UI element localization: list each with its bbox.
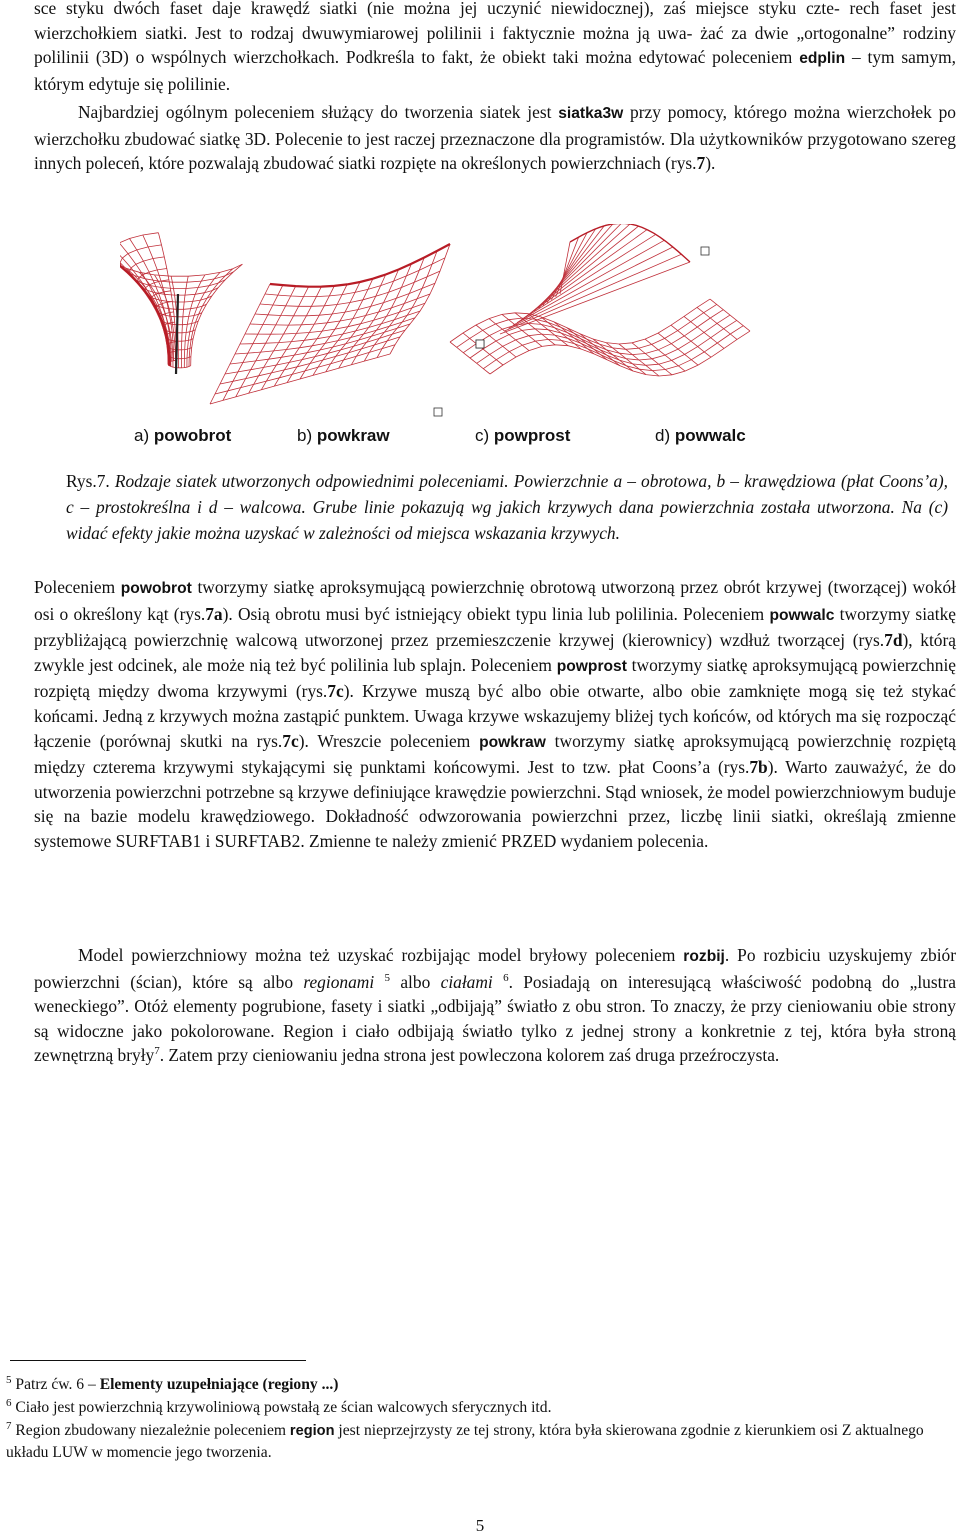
- figure-ref: 7c: [282, 730, 299, 751]
- figure-ref: 7a: [205, 603, 223, 624]
- mesh-line: [270, 244, 450, 287]
- mesh-line: [249, 287, 309, 394]
- mesh-line: [120, 253, 168, 364]
- command-edplin: edplin: [799, 50, 846, 68]
- figure-ref: 7b: [749, 757, 768, 778]
- mesh-line: [504, 254, 681, 331]
- main-text: Poleceniem: [34, 577, 121, 597]
- top-line-1: sce styku dwóch faset daje krawędź siatki (nie można jej uczynić niewidocznej), zaś miejsce styku czte-: [34, 0, 840, 18]
- footnote-number: 7: [6, 1419, 12, 1432]
- mesh-line: [265, 258, 445, 297]
- footnote-ref-6[interactable]: 6: [503, 971, 509, 984]
- command-powkraw: powkraw: [479, 733, 546, 751]
- main-text: ). Warto zauważyć, że do utworzenia powierzchni potrzebne są krzywe definiujące krawędzie powierzchni. Stąd wniosek, że model powierzchniowym buduje się na bazie modelu krawędziowego. Dokładność odwzorowania powierzchni przez, liczbę linii siatki, określają zmienne systemowe SURFTAB1 i SURFTAB2. Zmienne te należy zmienić PRZED wydaniem polecenia.: [34, 757, 956, 851]
- grip-marker: [476, 340, 484, 348]
- footnote-ref-5[interactable]: 5: [384, 971, 391, 984]
- command-siatka3w: siatka3w: [558, 105, 624, 122]
- ruling-curve: [570, 224, 690, 262]
- mesh-line: [513, 240, 664, 325]
- last-text: Model powierzchniowy można też uzyskać rozbijając model bryłowy poleceniem: [78, 945, 684, 965]
- top-paragraph: [34, 0, 956, 96]
- figure-ref: 7: [696, 153, 706, 174]
- label-letter: d: [655, 426, 665, 445]
- label-paren: ): [483, 426, 490, 445]
- label-letter: c: [475, 426, 484, 445]
- footnote-text: jest nieprzejrzysty ze tej strony, która była skierowana zgodnie z kierunkiem osi Z aktualnego układu LUW w momencie jego tworzenia.: [6, 1422, 924, 1461]
- command-region: region: [289, 1423, 335, 1439]
- surface-c-ruled: [476, 224, 709, 348]
- label-command: powwalc: [674, 426, 746, 445]
- figure-label-d: [655, 426, 746, 446]
- mesh-line: [260, 271, 440, 306]
- mesh-line: [215, 345, 395, 394]
- term-regionami: regionami: [303, 971, 375, 992]
- main-text: tworzymy siatkę aproksymującą powierzchnię obrotową utworzoną przez obrót krzywej (tworzącej) wokół osi o określony kąt (rys.: [34, 577, 956, 624]
- mesh-line: [210, 354, 390, 404]
- figure-label-a: [134, 426, 231, 446]
- mesh-line: [236, 286, 296, 397]
- term-cialami: ciałami: [440, 971, 493, 992]
- label-command: powkraw: [316, 426, 390, 445]
- mesh-line: [517, 234, 656, 322]
- footnote-divider: [10, 1360, 306, 1361]
- mesh-line: [160, 312, 199, 325]
- label-letter: b: [297, 426, 307, 445]
- main-text: ). Wreszcie poleceniem: [298, 730, 480, 751]
- figure-caption: [66, 468, 948, 546]
- footnote-6: [6, 1397, 954, 1419]
- command-powwalc: powwalc: [769, 606, 835, 624]
- caption-text: Rodzaje siatek utworzonych odpowiednimi poleceniami. Powierzchnie a – obrotowa, b – krawędziowa (płat Coons’a), c – prostokreślna i d – walcowa. Grube linie pokazują wg jakich krzywych dana powierzchnia została utworzona. Na (c) widać efekty jakie można uzyskać w zależności od miejsca wskazania krzywych.: [66, 471, 948, 543]
- command-rozbij: rozbij: [683, 948, 725, 965]
- label-paren: ): [306, 426, 313, 445]
- main-text: ), którą zwykle jest odcinek, ale może nią też być polilinia lub splajn. Poleceniem: [34, 630, 956, 675]
- top-line-3: żać za dwie „ortogonalne” rodziny polilinii (3D) o wspólnych wierzchołkach. Podkreśla to fakt, że: [34, 22, 956, 68]
- footnote-text: Patrz ćw. 6 –: [11, 1376, 100, 1393]
- second-paragraph-text-a: Najbardziej ogólnym poleceniem służący do tworzenia siatek jest: [78, 102, 559, 122]
- top-line-2: rech faset jest wierzchołkiem siatki. Jest to rodzaj dwuwymiarowej polilinii i faktycznie można ją uwa-: [34, 0, 956, 43]
- main-text: tworzymy siatkę aproksymującą powierzchnię rozpiętą między dwoma krzywymi (rys.: [34, 654, 956, 702]
- footnote-number: 5: [6, 1373, 12, 1386]
- footnote-number: 6: [6, 1396, 12, 1409]
- figure-label-b: [297, 426, 390, 446]
- last-paragraph: [34, 943, 956, 1068]
- main-text: ). Osią obrotu musi być istniejący obiekt typu linia lub polilinia. Poleceniem: [222, 603, 770, 624]
- last-text: . Zatem przy cieniowaniu jedna strona jest powleczona kolorem zaś druga przeźroczysta.: [159, 1045, 780, 1066]
- grip-marker: [434, 408, 442, 416]
- label-command: powobrot: [153, 426, 232, 445]
- mesh-line: [521, 230, 647, 320]
- surface-b-coons-patch: [210, 244, 450, 404]
- main-text: ). Krzywe muszą być albo obie otwarte, albo obie zamknięte mogą się też stykać końcami. Jedną z krzywych można zastąpić punktem. Uwaga krzywe wskazujemy bliżej tych końców, od których ma się rozpocząć łączenie (porównaj skutki na rys.: [34, 681, 956, 751]
- footnote-7: [6, 1420, 954, 1464]
- mesh-line: [120, 233, 242, 277]
- main-text: tworzymy siatkę przybliżającą powierzchnię walcową utworzonej przez przemieszczenie krzywej (kierownicy) wzdłuż tworzącej (rys.: [34, 603, 956, 651]
- page-number: 5: [475, 1516, 485, 1535]
- main-paragraph: [34, 575, 956, 854]
- label-command: powprost: [493, 426, 571, 445]
- second-paragraph: [34, 100, 956, 176]
- footnote-ref-7[interactable]: 7: [154, 1045, 160, 1058]
- mesh-line: [450, 299, 710, 344]
- mesh-line: [120, 248, 169, 363]
- footnote-bold-text: Elementy uzupełniające (regiony ...): [99, 1376, 339, 1393]
- caption-label: Rys.: [66, 471, 97, 491]
- command-powobrot: powobrot: [120, 580, 192, 597]
- last-text: albo: [390, 971, 441, 992]
- footnote-text: Region zbudowany niezależnie poleceniem: [11, 1422, 290, 1439]
- surface-d-tabulated: [434, 299, 750, 416]
- axis-line: [176, 294, 178, 374]
- caption-number: 7.: [96, 471, 110, 491]
- mesh-line: [457, 304, 717, 349]
- label-letter: a: [134, 426, 144, 445]
- footnote-text: Ciało jest powierzchnią krzywoliniową powstałą ze ścian walcowych sferycznych itd.: [11, 1399, 552, 1416]
- footnote-5: [6, 1374, 954, 1396]
- figure-labels: [0, 426, 960, 450]
- top-line-4b: – tym samym, którym edytuje się polilinie.: [34, 47, 956, 94]
- figure-ref: 7c: [327, 681, 344, 702]
- last-text: . Po rozbiciu uzyskujemy zbiór powierzchni (ścian), które są albo: [34, 945, 957, 992]
- label-paren: ): [664, 426, 671, 445]
- label-paren: ): [143, 426, 150, 445]
- last-text: . Posiadają on interesującą właściwość podobną do „lustra weneckiego”. Otóż elementy pogrubione, fasety i siatki „odbijają” światło z obu stron. To znaczy, że przy cieniowaniu obie strony są widoczne jako pokolorowane. Region i ciało odbijają światło tylko z jednej strony a konkretnie z tej, która była stroną zewnętrzną bryły: [34, 971, 956, 1066]
- edge-curve: [270, 244, 450, 287]
- figure-label-c: [475, 426, 570, 446]
- second-paragraph-text-b: przy pomocy, którego można wierzchołek po wierzchołku zbudować siatkę 3D. Polecenie to jest raczej przeznaczone dla programistów. Dla użytkowników przygotowano szereg innych poleceń, które pozwalają zbudować siatki rozpięte na określonych powierzchniach (rys.: [34, 102, 956, 174]
- grip-marker: [701, 247, 709, 255]
- surface-a-revolved: [120, 233, 242, 374]
- top-line-4a: obiekt taki można edytować poleceniem: [502, 47, 800, 68]
- figure-surfaces: [120, 224, 800, 420]
- figure-ref: 7d: [884, 630, 903, 651]
- second-paragraph-text-c: ).: [705, 153, 716, 174]
- command-powprost: powprost: [556, 657, 627, 675]
- main-text: tworzymy siatkę aproksymującą powierzchnię rozpiętą między czterema krzywymi stykającymi się punktami końcowymi. Jest to tzw. płat Coons’a (rys.: [34, 730, 956, 778]
- mesh-line: [530, 224, 630, 314]
